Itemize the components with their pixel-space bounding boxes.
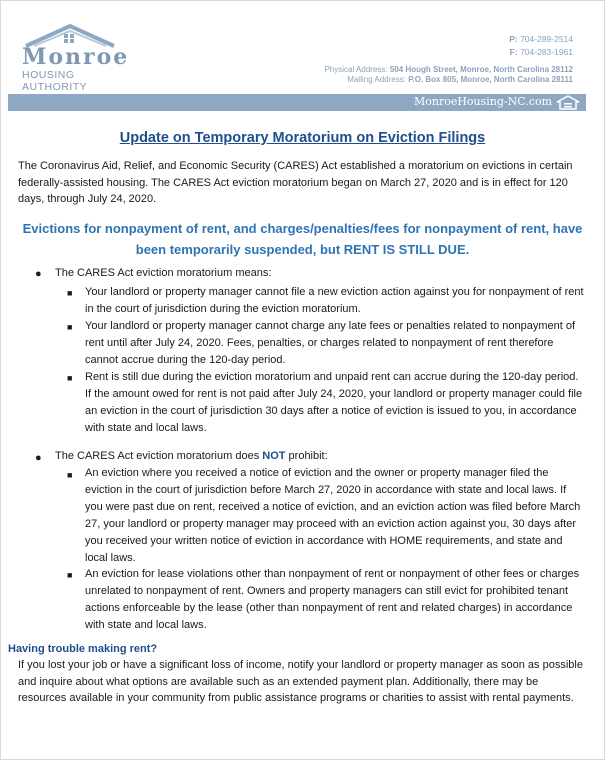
not-item-1: An eviction where you received a notice of eviction and the owner or property manager filed the eviction in the court of jurisdiction before March 27, 2020 in accordance with state and local laws. If you were past due on rent, received a notice of eviction, and an eviction action was filed before March 27, your landlord or property manager may proceed with an eviction action against you, 30 days after you received your written notice of eviction in accordance with HOME requirements, and state and local laws.	[85, 467, 581, 564]
trouble-paragraph: If you lost your job or have a significant loss of income, notify your landlord or property manager as soon as possible and inquire about what options are available such as an extended payment plan. Additionally, there may be resources available in your community from public assistance programs or charities to assist with rental payments.	[18, 659, 583, 704]
square-bullet-icon: ■	[67, 373, 73, 383]
intro-paragraph: The Coronavirus Aid, Relief, and Economic Security (CARES) Act established a moratorium on evictions in certain federally-assisted housing. The CARES Act eviction moratorium began on March 27, 2020 and is in effect for 120 days, through July 24, 2020.	[18, 160, 573, 205]
means-heading: The CARES Act eviction moratorium means:	[55, 267, 272, 279]
page-title: Update on Temporary Moratorium on Eviction Filings	[119, 130, 486, 146]
trouble-heading: Having trouble making rent?	[8, 643, 158, 655]
bullet-icon: ●	[35, 452, 42, 464]
mailing-address-label: Mailing Address:	[347, 75, 406, 84]
square-bullet-icon: ■	[67, 570, 73, 580]
physical-address: 504 Hough Street, Monroe, North Carolina 28112	[389, 65, 573, 74]
square-bullet-icon: ■	[67, 470, 73, 480]
contact-numbers	[509, 33, 573, 59]
phone-label: P:	[509, 34, 518, 44]
website-link[interactable]: MonroeHousing-NC.com	[413, 95, 552, 108]
not-heading: The CARES Act eviction moratorium does NOT prohibit:	[55, 450, 328, 462]
mailing-address: P.O. Box 805, Monroe, North Carolina 28111	[408, 75, 573, 84]
logo-subtitle: HOUSING AUTHORITY	[22, 69, 88, 93]
means-item-3: Rent is still due during the eviction moratorium and unpaid rent can accrue during the 120-day period. If the amount owed for rent is not paid after July 24, 2020, your landlord or property manager could file an eviction in the court of jurisdiction 30 days after a notice of eviction is issued to you, in accordance with state and local laws.	[85, 371, 583, 434]
header-bar	[8, 94, 586, 111]
equal-housing-icon	[556, 95, 580, 110]
not-item-2: An eviction for lease violations other than nonpayment of rent or nonpayment of other fees or charges unrelated to nonpayment of rent. Owners and property managers can still evict for prohibited tenant actions enforceable by the lease (other than nonpayment of rent and related charges) in accordance with state and local laws.	[85, 568, 580, 631]
fax-number: 704-283-1961	[520, 47, 573, 57]
means-item-2: Your landlord or property manager cannot charge any late fees or penalties related to nonpayment of rent until after July 24, 2020. Fees, penalties, or charges related to nonpayment of rent therefore cannot accrue during the 120-day period.	[85, 320, 576, 366]
fax-label: F:	[509, 47, 518, 57]
means-item-1: Your landlord or property manager cannot file a new eviction action against you for nonpayment of rent in the court of jurisdiction during the eviction moratorium.	[85, 286, 584, 315]
physical-address-label: Physical Address:	[324, 65, 388, 74]
square-bullet-icon: ■	[67, 322, 73, 332]
phone-number: 704-289-2514	[520, 34, 573, 44]
bullet-icon: ●	[35, 268, 42, 280]
addresses	[324, 65, 573, 85]
callout-text: Evictions for nonpayment of rent, and charges/penalties/fees for nonpayment of rent, have been temporarily suspended, but RENT IS STILL DUE.	[22, 221, 583, 257]
logo-name: Monroe	[22, 44, 130, 70]
housing-authority-logo	[20, 24, 138, 93]
square-bullet-icon: ■	[67, 288, 73, 298]
